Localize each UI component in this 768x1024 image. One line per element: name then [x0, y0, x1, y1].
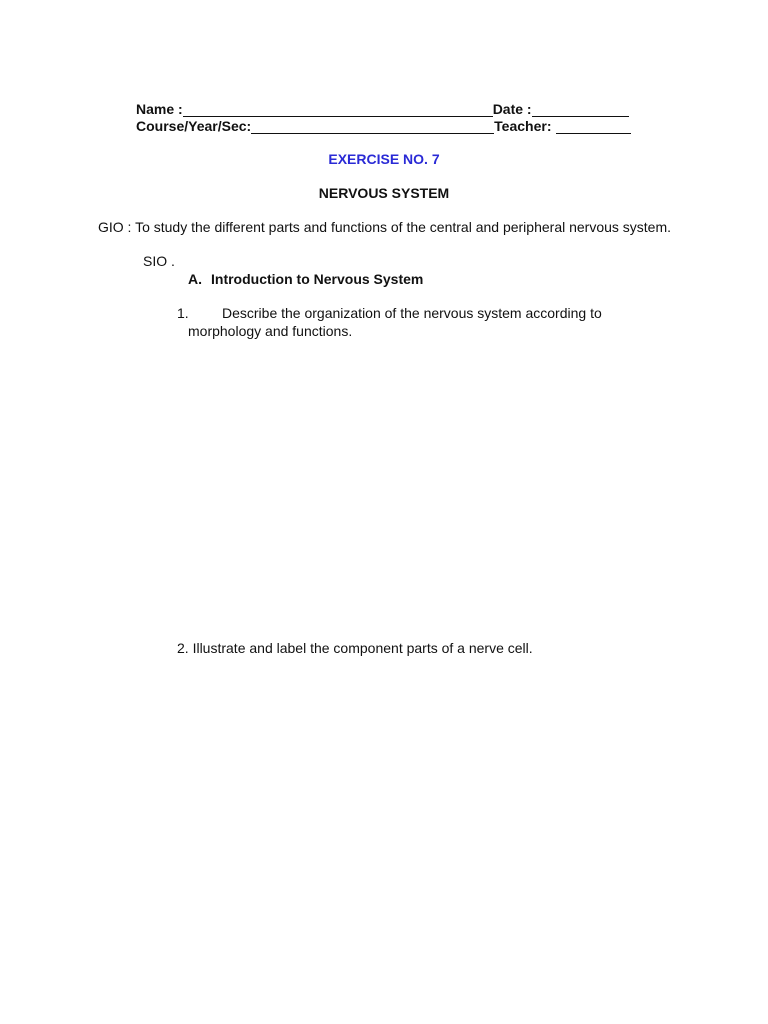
answer-area-1[interactable]	[177, 345, 657, 625]
course-field[interactable]	[251, 118, 494, 134]
question-1-line2: morphology and functions.	[188, 323, 353, 339]
question-1-number: 1.	[177, 305, 189, 321]
question-2: 2. Illustrate and label the component parts of a nerve cell.	[177, 640, 533, 656]
section-a-title: Introduction to Nervous System	[211, 271, 424, 287]
exercise-title: EXERCISE NO. 7	[328, 151, 440, 167]
course-teacher-row	[136, 116, 631, 134]
section-a-letter: A.	[188, 271, 202, 287]
answer-area-2[interactable]	[177, 665, 657, 965]
course-label: Course/Year/Sec:	[136, 118, 252, 134]
name-label: Name :	[136, 101, 183, 117]
sio-label: SIO .	[143, 253, 175, 269]
question-1-line1: Describe the organization of the nervous system according to	[222, 305, 602, 321]
name-date-row	[136, 99, 629, 117]
teacher-label: Teacher:	[494, 118, 552, 134]
section-a-heading	[188, 270, 423, 288]
date-label: Date :	[492, 101, 532, 117]
date-field[interactable]	[532, 101, 629, 117]
name-field[interactable]	[183, 101, 493, 117]
topic-title: NERVOUS SYSTEM	[318, 185, 450, 201]
teacher-field[interactable]	[556, 118, 631, 134]
gio-statement: GIO : To study the different parts and functions of the central and peripheral nervous system.	[98, 219, 672, 235]
